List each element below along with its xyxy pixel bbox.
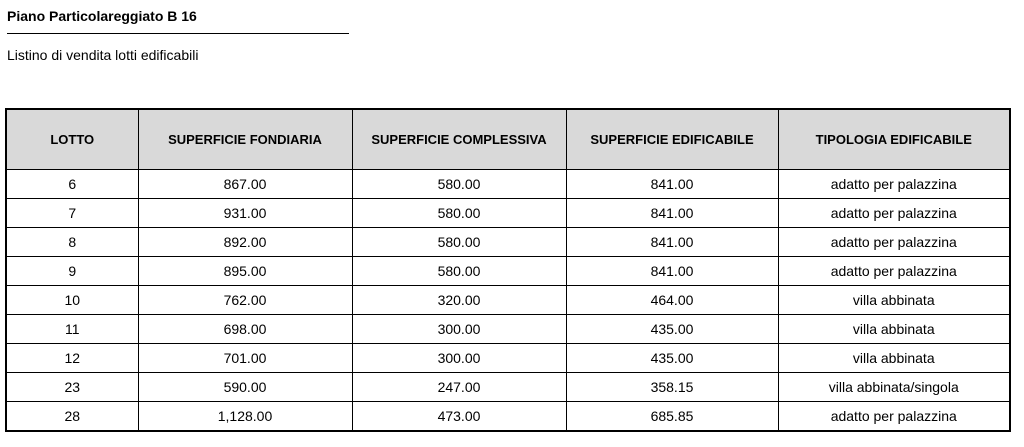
cell-superficie-fondiaria: 590.00 <box>138 373 352 402</box>
table-row <box>6 228 1010 257</box>
cell-superficie-fondiaria: 698.00 <box>138 315 352 344</box>
table-header-row <box>6 109 1010 170</box>
header-superficie-complessiva: SUPERFICIE COMPLESSIVA <box>352 109 566 170</box>
header-tipologia-edificabile: TIPOLOGIA EDIFICABILE <box>778 109 1010 170</box>
cell-superficie-edificabile: 841.00 <box>566 257 778 286</box>
cell-superficie-complessiva: 320.00 <box>352 286 566 315</box>
table-row <box>6 286 1010 315</box>
cell-lotto: 9 <box>6 257 138 286</box>
document-subtitle: Listino di vendita lotti edificabili <box>7 47 199 63</box>
cell-superficie-edificabile: 685.85 <box>566 402 778 432</box>
cell-superficie-fondiaria: 701.00 <box>138 344 352 373</box>
cell-tipologia-edificabile: adatto per palazzina <box>778 228 1010 257</box>
title-underline <box>7 33 349 34</box>
header-superficie-fondiaria: SUPERFICIE FONDIARIA <box>138 109 352 170</box>
cell-tipologia-edificabile: adatto per palazzina <box>778 199 1010 228</box>
cell-superficie-fondiaria: 1,128.00 <box>138 402 352 432</box>
cell-superficie-complessiva: 473.00 <box>352 402 566 432</box>
header-lotto: LOTTO <box>6 109 138 170</box>
cell-lotto: 12 <box>6 344 138 373</box>
cell-lotto: 10 <box>6 286 138 315</box>
cell-lotto: 11 <box>6 315 138 344</box>
cell-tipologia-edificabile: adatto per palazzina <box>778 170 1010 199</box>
table-row <box>6 170 1010 199</box>
cell-superficie-complessiva: 580.00 <box>352 257 566 286</box>
table-row <box>6 257 1010 286</box>
header-superficie-edificabile: SUPERFICIE EDIFICABILE <box>566 109 778 170</box>
lots-price-table <box>5 108 1011 432</box>
cell-superficie-fondiaria: 931.00 <box>138 199 352 228</box>
cell-superficie-edificabile: 435.00 <box>566 315 778 344</box>
cell-lotto: 8 <box>6 228 138 257</box>
cell-superficie-fondiaria: 892.00 <box>138 228 352 257</box>
cell-tipologia-edificabile: adatto per palazzina <box>778 402 1010 432</box>
table-body <box>6 170 1010 432</box>
table-row <box>6 344 1010 373</box>
cell-superficie-edificabile: 464.00 <box>566 286 778 315</box>
cell-superficie-complessiva: 580.00 <box>352 199 566 228</box>
cell-superficie-complessiva: 247.00 <box>352 373 566 402</box>
cell-superficie-edificabile: 841.00 <box>566 170 778 199</box>
table-row <box>6 402 1010 432</box>
cell-lotto: 7 <box>6 199 138 228</box>
cell-superficie-edificabile: 358.15 <box>566 373 778 402</box>
table-row <box>6 199 1010 228</box>
cell-lotto: 23 <box>6 373 138 402</box>
cell-superficie-edificabile: 435.00 <box>566 344 778 373</box>
cell-superficie-edificabile: 841.00 <box>566 228 778 257</box>
cell-superficie-fondiaria: 867.00 <box>138 170 352 199</box>
cell-tipologia-edificabile: villa abbinata <box>778 344 1010 373</box>
cell-superficie-complessiva: 300.00 <box>352 344 566 373</box>
cell-superficie-complessiva: 300.00 <box>352 315 566 344</box>
cell-superficie-complessiva: 580.00 <box>352 228 566 257</box>
cell-tipologia-edificabile: villa abbinata/singola <box>778 373 1010 402</box>
table-row <box>6 373 1010 402</box>
cell-lotto: 6 <box>6 170 138 199</box>
cell-superficie-edificabile: 841.00 <box>566 199 778 228</box>
cell-tipologia-edificabile: villa abbinata <box>778 315 1010 344</box>
cell-tipologia-edificabile: adatto per palazzina <box>778 257 1010 286</box>
table-row <box>6 315 1010 344</box>
cell-superficie-fondiaria: 762.00 <box>138 286 352 315</box>
cell-superficie-fondiaria: 895.00 <box>138 257 352 286</box>
document-title: Piano Particolareggiato B 16 <box>7 8 197 24</box>
cell-lotto: 28 <box>6 402 138 432</box>
cell-superficie-complessiva: 580.00 <box>352 170 566 199</box>
cell-tipologia-edificabile: villa abbinata <box>778 286 1010 315</box>
